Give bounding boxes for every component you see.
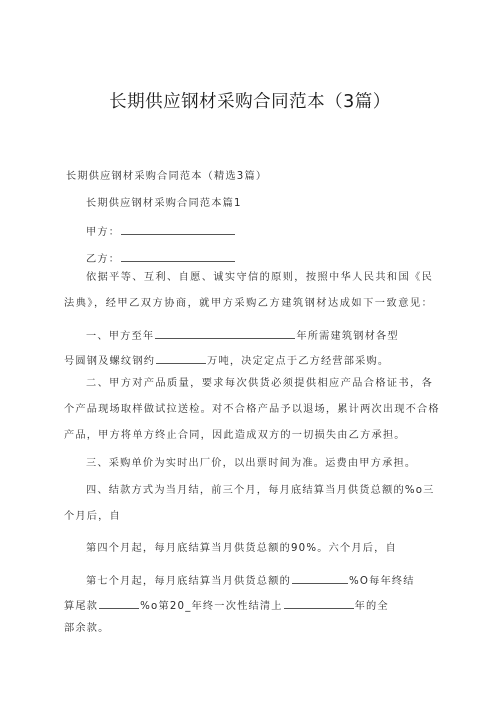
party-a-line [86, 223, 236, 240]
clause-1-text-d: 万吨，决定定点于乙方经营部采购。 [207, 356, 390, 367]
clause-6-text-a: 第七个月起，每月底结算当月供货总额的 [86, 576, 291, 587]
clause-2-line-2: 个产品现场取样做试拉送检。对不合格产品予以退场，累计两次出现不合格 [64, 404, 440, 415]
clause-1-amount-blank[interactable] [156, 352, 206, 364]
clause-6-year-blank[interactable] [284, 597, 354, 609]
clause-6-text-e: 年的全 [354, 601, 389, 612]
clause-4-line-1: 四、结款方式为当月结，前三个月，每月底结算当月供货总额的%o三 [86, 485, 435, 496]
clause-1-year-blank[interactable] [155, 327, 295, 339]
document-title: 长期供应钢材采购合同范本（3篇） [109, 92, 391, 112]
party-b-line [86, 250, 236, 267]
clause-6-text-c: 算尾款 [64, 601, 99, 612]
clause-1-line-1 [86, 327, 399, 344]
clause-6-text-d: %o第20_年终一次性结清上 [140, 601, 283, 612]
clause-6-line-1 [86, 572, 415, 589]
clause-4-line-2: 个月后，自 [64, 511, 121, 522]
clause-1-line-2 [64, 352, 389, 369]
clause-6-text-b: %O每年终结 [348, 576, 415, 587]
clause-3-line-1: 三、采购单价为实时出厂价，以出票时间为准。运费由甲方承担。 [86, 458, 417, 469]
clause-1-text-a: 一、甲方至年 [86, 331, 155, 342]
party-b-blank[interactable] [121, 250, 235, 262]
clause-1-text-c: 号圆钢及螺纹钢约 [64, 356, 156, 367]
clause-6-tail-blank[interactable] [99, 597, 139, 609]
party-b-label: 乙方： [86, 254, 121, 265]
paragraph-1-line-2: 法典》，经甲乙双方协商，就甲方采购乙方建筑钢材达成如下一致意见： [64, 298, 433, 309]
clause-5-line-1: 第四个月起，每月底结算当月供货总额的90%。六个月后，自 [86, 543, 397, 554]
party-a-blank[interactable] [121, 223, 235, 235]
paragraph-1-line-1: 依据平等、互利、自愿、诚实守信的原则，按照中华人民共和国《民 [86, 272, 433, 283]
section-subtitle: 长期供应钢材采购合同范本篇1 [86, 198, 242, 209]
clause-2-line-1: 二、甲方对产品质量，要求每次供货必须提供相应产品合格证书，各 [86, 378, 433, 389]
party-a-label: 甲方： [86, 227, 121, 238]
clause-6-percent-blank[interactable] [292, 572, 348, 584]
clause-6-line-3: 部余款。 [64, 623, 110, 634]
intro-line: 长期供应钢材采购合同范本（精选3篇） [66, 171, 268, 182]
clause-6-line-2 [64, 597, 389, 614]
clause-1-text-b: 年所需建筑钢材各型 [296, 331, 399, 342]
clause-2-line-3: 产品，甲方将单方终止合同，因此造成双方的一切损失由乙方承担。 [64, 430, 406, 441]
